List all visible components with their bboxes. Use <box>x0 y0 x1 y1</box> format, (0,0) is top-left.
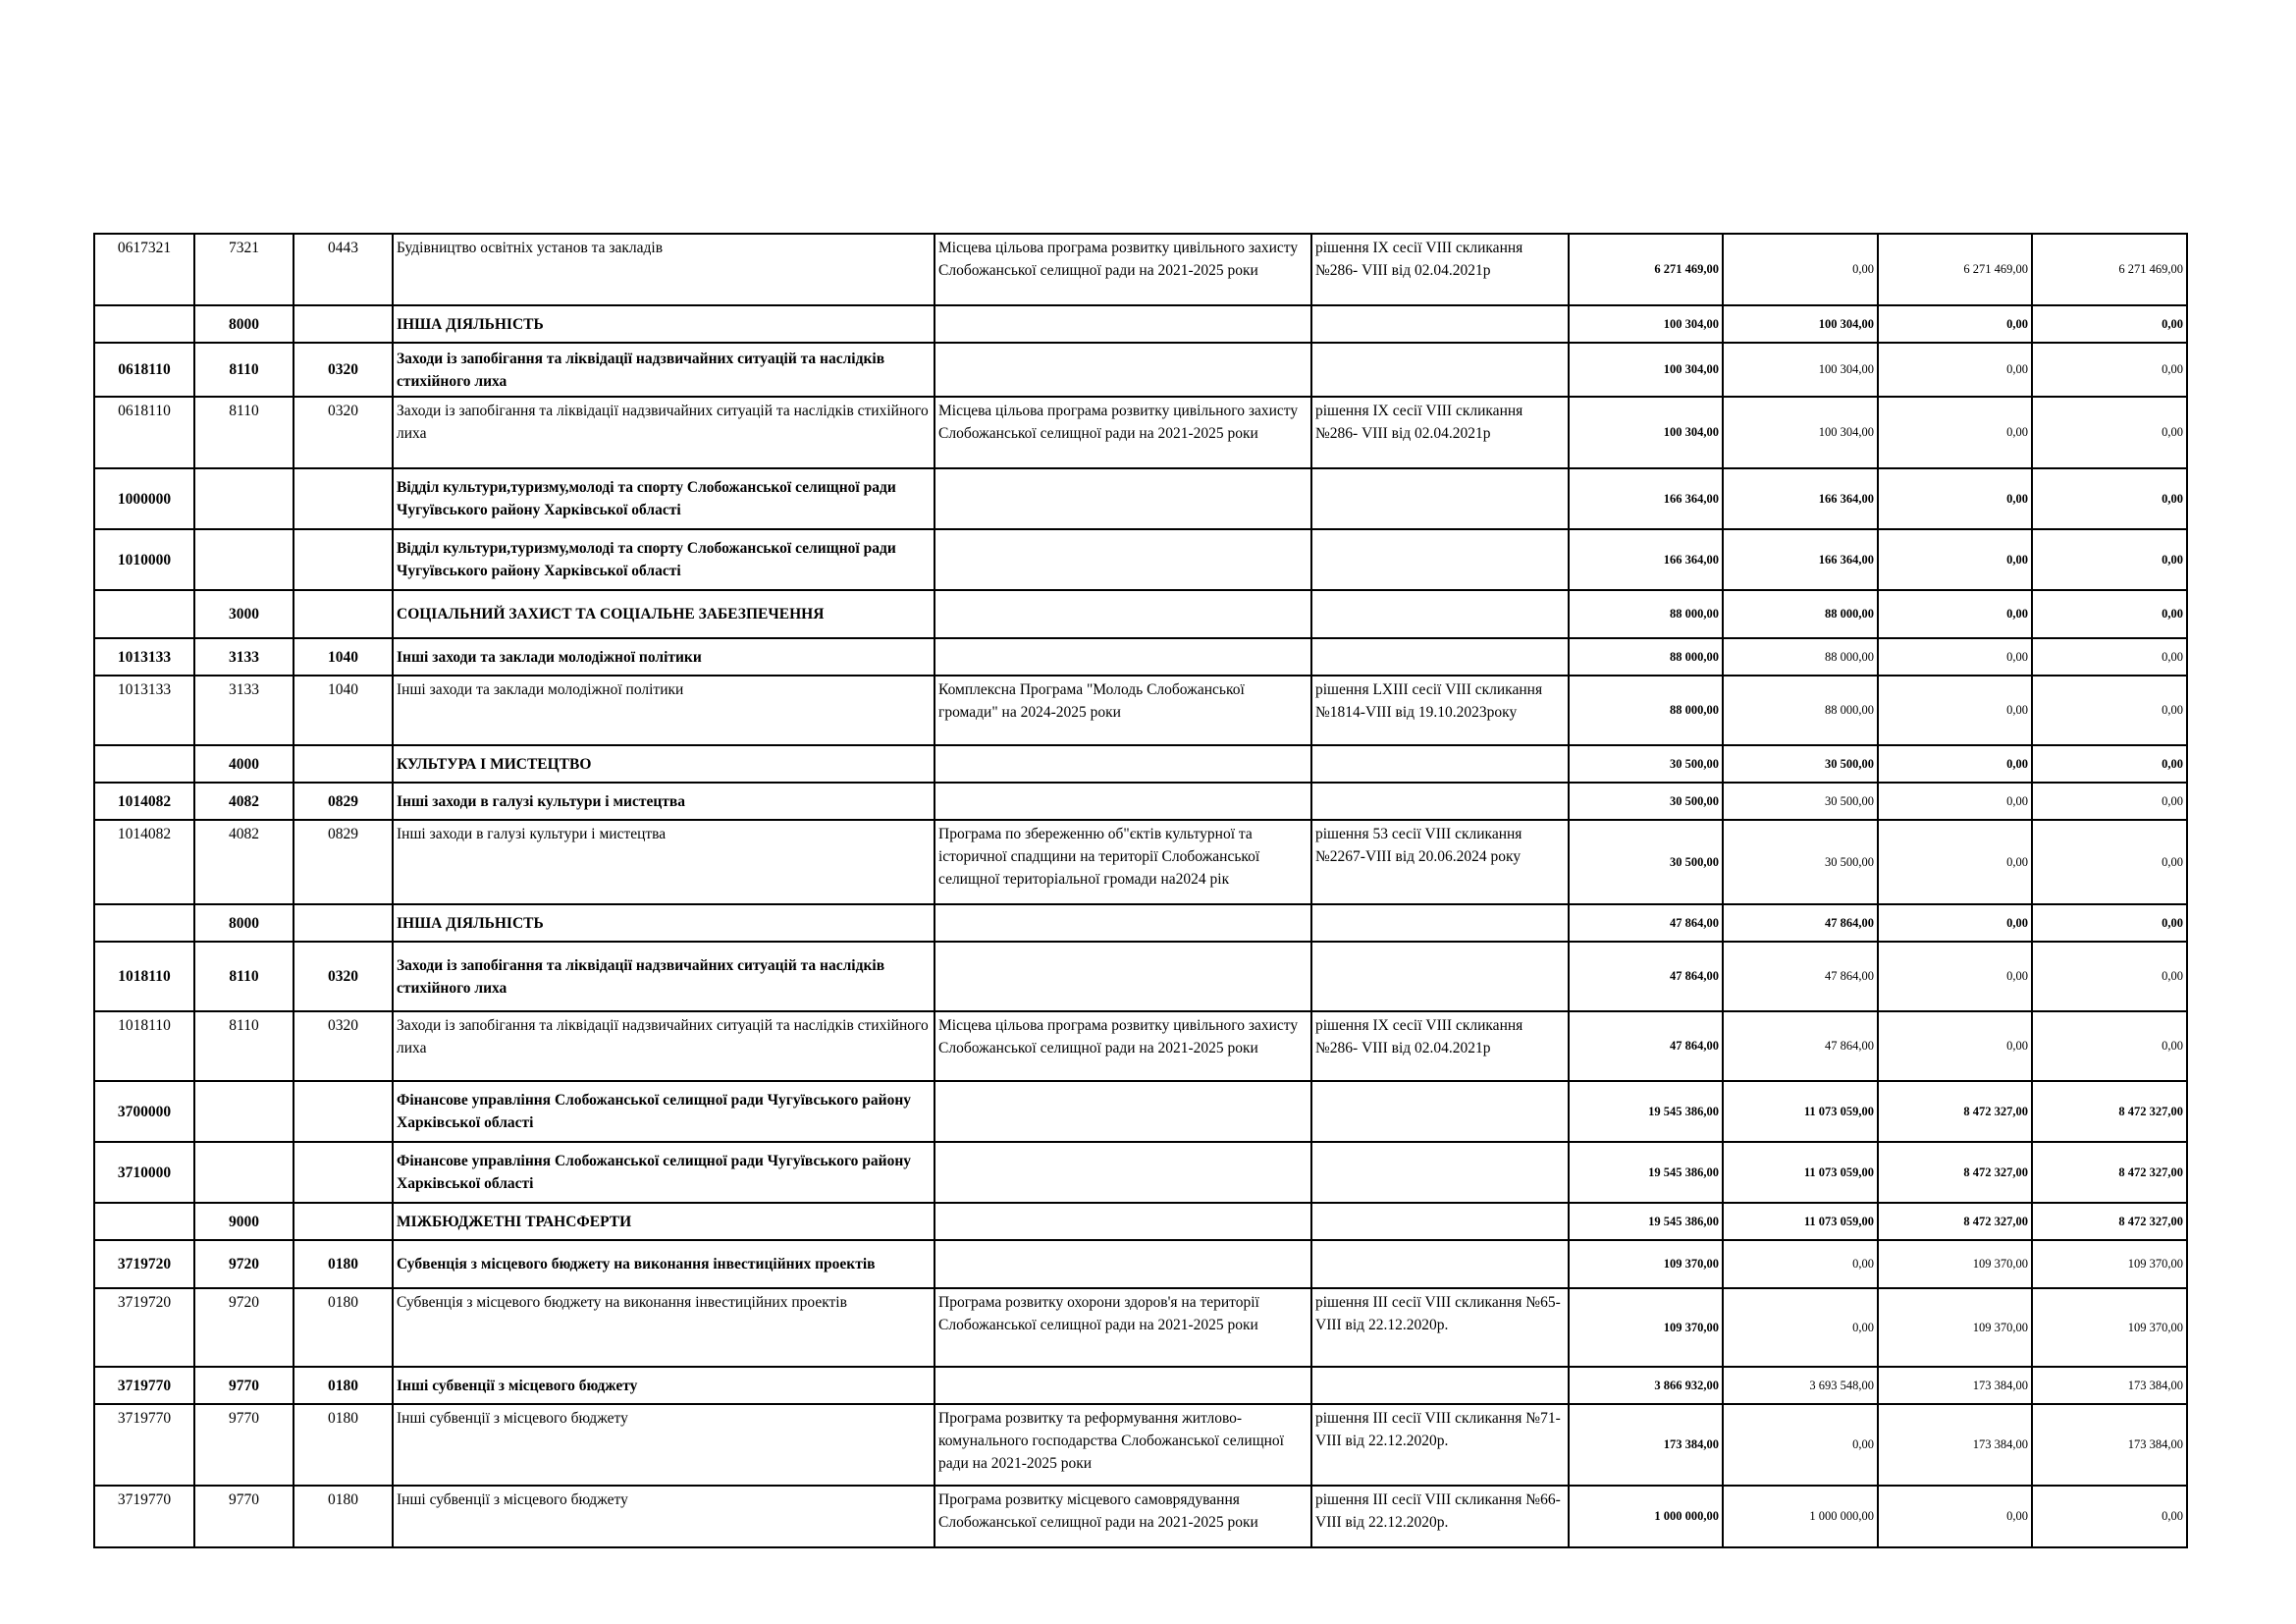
decision-cell: рішення III сесії VIII скликання №65- VIII від 22.12.2020р. <box>1311 1288 1569 1367</box>
decision-cell <box>1311 942 1569 1011</box>
decision-cell <box>1311 783 1569 820</box>
total-amount-cell: 88 000,00 <box>1569 676 1723 745</box>
special-fund-cell: 109 370,00 <box>1878 1240 2032 1288</box>
fkv-code-cell <box>294 529 393 590</box>
name-cell: Інші заходи та заклади молодіжної політики <box>393 676 934 745</box>
general-fund-cell: 11 073 059,00 <box>1723 1142 1878 1203</box>
program-code-cell: 1018110 <box>94 942 194 1011</box>
program-name-cell <box>934 590 1311 638</box>
special-fund-cell: 0,00 <box>1878 305 2032 343</box>
table-row <box>94 676 2187 745</box>
special-fund-cell: 0,00 <box>1878 529 2032 590</box>
decision-cell <box>1311 529 1569 590</box>
general-fund-cell: 11 073 059,00 <box>1723 1081 1878 1142</box>
program-code-cell: 0617321 <box>94 234 194 305</box>
general-fund-cell: 0,00 <box>1723 1240 1878 1288</box>
general-fund-cell: 11 073 059,00 <box>1723 1203 1878 1240</box>
program-code-cell: 3700000 <box>94 1081 194 1142</box>
function-code-cell: 8110 <box>194 343 294 397</box>
name-cell: ІНША ДІЯЛЬНІСТЬ <box>393 904 934 942</box>
development-budget-cell: 173 384,00 <box>2032 1367 2187 1404</box>
development-budget-cell: 0,00 <box>2032 529 2187 590</box>
special-fund-cell: 0,00 <box>1878 820 2032 904</box>
development-budget-cell: 109 370,00 <box>2032 1240 2187 1288</box>
special-fund-cell: 0,00 <box>1878 638 2032 676</box>
special-fund-cell: 109 370,00 <box>1878 1288 2032 1367</box>
general-fund-cell: 166 364,00 <box>1723 529 1878 590</box>
development-budget-cell: 173 384,00 <box>2032 1404 2187 1486</box>
table-row <box>94 590 2187 638</box>
function-code-cell <box>194 468 294 529</box>
fkv-code-cell: 0180 <box>294 1404 393 1486</box>
total-amount-cell: 30 500,00 <box>1569 783 1723 820</box>
function-code-cell: 3133 <box>194 676 294 745</box>
name-cell: Відділ культури,туризму,молоді та спорту Слобожанської селищної ради Чугуївського району Харківської області <box>393 468 934 529</box>
name-cell: Інші субвенції з місцевого бюджету <box>393 1367 934 1404</box>
total-amount-cell: 30 500,00 <box>1569 745 1723 783</box>
name-cell: Фінансове управління Слобожанської селищної ради Чугуївського району Харківської області <box>393 1142 934 1203</box>
decision-cell <box>1311 1081 1569 1142</box>
program-name-cell <box>934 1367 1311 1404</box>
special-fund-cell: 173 384,00 <box>1878 1404 2032 1486</box>
general-fund-cell: 47 864,00 <box>1723 942 1878 1011</box>
fkv-code-cell: 0829 <box>294 820 393 904</box>
total-amount-cell: 6 271 469,00 <box>1569 234 1723 305</box>
development-budget-cell: 8 472 327,00 <box>2032 1142 2187 1203</box>
special-fund-cell: 0,00 <box>1878 942 2032 1011</box>
total-amount-cell: 173 384,00 <box>1569 1404 1723 1486</box>
table-row <box>94 468 2187 529</box>
decision-cell <box>1311 590 1569 638</box>
special-fund-cell: 0,00 <box>1878 783 2032 820</box>
function-code-cell: 8110 <box>194 397 294 468</box>
name-cell: Фінансове управління Слобожанської селищної ради Чугуївського району Харківської області <box>393 1081 934 1142</box>
total-amount-cell: 3 866 932,00 <box>1569 1367 1723 1404</box>
decision-cell <box>1311 468 1569 529</box>
program-name-cell <box>934 1142 1311 1203</box>
decision-cell: рішення IX сесії VIII скликання №286- VIII від 02.04.2021р <box>1311 234 1569 305</box>
program-name-cell <box>934 783 1311 820</box>
general-fund-cell: 47 864,00 <box>1723 1011 1878 1081</box>
function-code-cell: 9770 <box>194 1404 294 1486</box>
decision-cell <box>1311 638 1569 676</box>
development-budget-cell: 0,00 <box>2032 468 2187 529</box>
fkv-code-cell: 0180 <box>294 1288 393 1367</box>
decision-cell <box>1311 1240 1569 1288</box>
development-budget-cell: 109 370,00 <box>2032 1288 2187 1367</box>
program-name-cell: Програма розвитку охорони здоров'я на території Слобожанської селищної ради на 2021-2025 роки <box>934 1288 1311 1367</box>
development-budget-cell: 0,00 <box>2032 1011 2187 1081</box>
function-code-cell: 8000 <box>194 305 294 343</box>
table-row <box>94 529 2187 590</box>
development-budget-cell: 8 472 327,00 <box>2032 1081 2187 1142</box>
function-code-cell: 8000 <box>194 904 294 942</box>
total-amount-cell: 88 000,00 <box>1569 638 1723 676</box>
program-code-cell <box>94 904 194 942</box>
general-fund-cell: 166 364,00 <box>1723 468 1878 529</box>
program-code-cell: 1014082 <box>94 820 194 904</box>
total-amount-cell: 19 545 386,00 <box>1569 1081 1723 1142</box>
development-budget-cell: 0,00 <box>2032 942 2187 1011</box>
development-budget-cell: 0,00 <box>2032 783 2187 820</box>
function-code-cell: 7321 <box>194 234 294 305</box>
general-fund-cell: 88 000,00 <box>1723 590 1878 638</box>
general-fund-cell: 0,00 <box>1723 234 1878 305</box>
program-code-cell <box>94 305 194 343</box>
program-name-cell <box>934 904 1311 942</box>
development-budget-cell: 0,00 <box>2032 590 2187 638</box>
program-name-cell <box>934 1203 1311 1240</box>
fkv-code-cell: 0320 <box>294 942 393 1011</box>
name-cell: ІНША ДІЯЛЬНІСТЬ <box>393 305 934 343</box>
special-fund-cell: 8 472 327,00 <box>1878 1142 2032 1203</box>
name-cell: Заходи із запобігання та ліквідації надзвичайних ситуацій та наслідків стихійного лиха <box>393 397 934 468</box>
program-name-cell: Місцева цільова програма розвитку цивільного захисту Слобожанської селищної ради на 2021-2025 роки <box>934 234 1311 305</box>
name-cell: КУЛЬТУРА І МИСТЕЦТВО <box>393 745 934 783</box>
general-fund-cell: 0,00 <box>1723 1288 1878 1367</box>
decision-cell <box>1311 1142 1569 1203</box>
table-row <box>94 1240 2187 1288</box>
decision-cell: рішення IX сесії VIII скликання №286- VIII від 02.04.2021р <box>1311 1011 1569 1081</box>
development-budget-cell: 6 271 469,00 <box>2032 234 2187 305</box>
table-row <box>94 1011 2187 1081</box>
total-amount-cell: 88 000,00 <box>1569 590 1723 638</box>
name-cell: Заходи із запобігання та ліквідації надзвичайних ситуацій та наслідків стихійного лиха <box>393 343 934 397</box>
general-fund-cell: 88 000,00 <box>1723 638 1878 676</box>
program-code-cell: 1013133 <box>94 638 194 676</box>
decision-cell: рішення III сесії VIII скликання №71- VIII від 22.12.2020р. <box>1311 1404 1569 1486</box>
total-amount-cell: 166 364,00 <box>1569 468 1723 529</box>
general-fund-cell: 47 864,00 <box>1723 904 1878 942</box>
table-row <box>94 305 2187 343</box>
general-fund-cell: 88 000,00 <box>1723 676 1878 745</box>
name-cell: Інші заходи в галузі культури і мистецтва <box>393 820 934 904</box>
table-row <box>94 1367 2187 1404</box>
total-amount-cell: 100 304,00 <box>1569 343 1723 397</box>
development-budget-cell: 0,00 <box>2032 397 2187 468</box>
program-name-cell <box>934 638 1311 676</box>
decision-cell: рішення IX сесії VIII скликання №286- VIII від 02.04.2021р <box>1311 397 1569 468</box>
decision-cell <box>1311 1367 1569 1404</box>
program-code-cell: 1000000 <box>94 468 194 529</box>
program-code-cell <box>94 590 194 638</box>
function-code-cell: 8110 <box>194 1011 294 1081</box>
decision-cell <box>1311 904 1569 942</box>
budget-programs-table <box>93 233 2188 1548</box>
development-budget-cell: 0,00 <box>2032 1486 2187 1547</box>
program-name-cell <box>934 1240 1311 1288</box>
program-name-cell: Місцева цільова програма розвитку цивільного захисту Слобожанської селищної ради на 2021-2025 роки <box>934 1011 1311 1081</box>
decision-cell: рішення 53 сесії VIII скликання №2267-VIII від 20.06.2024 року <box>1311 820 1569 904</box>
program-name-cell <box>934 305 1311 343</box>
fkv-code-cell <box>294 745 393 783</box>
program-code-cell: 3719770 <box>94 1367 194 1404</box>
development-budget-cell: 0,00 <box>2032 638 2187 676</box>
general-fund-cell: 30 500,00 <box>1723 745 1878 783</box>
total-amount-cell: 47 864,00 <box>1569 942 1723 1011</box>
function-code-cell: 3133 <box>194 638 294 676</box>
fkv-code-cell <box>294 1142 393 1203</box>
program-name-cell <box>934 468 1311 529</box>
table-row <box>94 343 2187 397</box>
total-amount-cell: 47 864,00 <box>1569 904 1723 942</box>
name-cell: СОЦІАЛЬНИЙ ЗАХИСТ ТА СОЦІАЛЬНЕ ЗАБЕЗПЕЧЕННЯ <box>393 590 934 638</box>
fkv-code-cell: 1040 <box>294 676 393 745</box>
general-fund-cell: 0,00 <box>1723 1404 1878 1486</box>
program-code-cell <box>94 745 194 783</box>
development-budget-cell: 8 472 327,00 <box>2032 1203 2187 1240</box>
fkv-code-cell: 0829 <box>294 783 393 820</box>
name-cell: Інші заходи та заклади молодіжної політики <box>393 638 934 676</box>
development-budget-cell: 0,00 <box>2032 343 2187 397</box>
program-code-cell: 1013133 <box>94 676 194 745</box>
program-code-cell: 3719770 <box>94 1404 194 1486</box>
general-fund-cell: 100 304,00 <box>1723 343 1878 397</box>
function-code-cell: 4000 <box>194 745 294 783</box>
special-fund-cell: 8 472 327,00 <box>1878 1203 2032 1240</box>
program-code-cell: 3719720 <box>94 1240 194 1288</box>
fkv-code-cell <box>294 1203 393 1240</box>
special-fund-cell: 173 384,00 <box>1878 1367 2032 1404</box>
special-fund-cell: 0,00 <box>1878 1486 2032 1547</box>
total-amount-cell: 19 545 386,00 <box>1569 1142 1723 1203</box>
fkv-code-cell <box>294 590 393 638</box>
name-cell: Заходи із запобігання та ліквідації надзвичайних ситуацій та наслідків стихійного лиха <box>393 1011 934 1081</box>
name-cell: Субвенція з місцевого бюджету на виконання інвестиційних проектів <box>393 1240 934 1288</box>
table-row <box>94 820 2187 904</box>
decision-cell <box>1311 305 1569 343</box>
special-fund-cell: 8 472 327,00 <box>1878 1081 2032 1142</box>
table-row <box>94 1081 2187 1142</box>
name-cell: Будівництво освітніх установ та закладів <box>393 234 934 305</box>
table-row <box>94 942 2187 1011</box>
function-code-cell: 4082 <box>194 783 294 820</box>
function-code-cell: 8110 <box>194 942 294 1011</box>
function-code-cell <box>194 1081 294 1142</box>
table-row <box>94 783 2187 820</box>
name-cell: Інші субвенції з місцевого бюджету <box>393 1486 934 1547</box>
total-amount-cell: 109 370,00 <box>1569 1288 1723 1367</box>
fkv-code-cell: 1040 <box>294 638 393 676</box>
function-code-cell: 9720 <box>194 1288 294 1367</box>
special-fund-cell: 0,00 <box>1878 676 2032 745</box>
fkv-code-cell: 0180 <box>294 1486 393 1547</box>
program-name-cell <box>934 343 1311 397</box>
program-code-cell: 0618110 <box>94 397 194 468</box>
program-name-cell <box>934 745 1311 783</box>
total-amount-cell: 47 864,00 <box>1569 1011 1723 1081</box>
program-code-cell: 1014082 <box>94 783 194 820</box>
name-cell: Відділ культури,туризму,молоді та спорту Слобожанської селищної ради Чугуївського району Харківської області <box>393 529 934 590</box>
function-code-cell: 9720 <box>194 1240 294 1288</box>
general-fund-cell: 100 304,00 <box>1723 397 1878 468</box>
program-code-cell: 3719770 <box>94 1486 194 1547</box>
fkv-code-cell: 0180 <box>294 1240 393 1288</box>
name-cell: Інші субвенції з місцевого бюджету <box>393 1404 934 1486</box>
total-amount-cell: 19 545 386,00 <box>1569 1203 1723 1240</box>
development-budget-cell: 0,00 <box>2032 904 2187 942</box>
total-amount-cell: 109 370,00 <box>1569 1240 1723 1288</box>
special-fund-cell: 0,00 <box>1878 468 2032 529</box>
special-fund-cell: 0,00 <box>1878 745 2032 783</box>
program-name-cell <box>934 1081 1311 1142</box>
table-row <box>94 234 2187 305</box>
name-cell: МІЖБЮДЖЕТНІ ТРАНСФЕРТИ <box>393 1203 934 1240</box>
function-code-cell: 3000 <box>194 590 294 638</box>
program-name-cell: Місцева цільова програма розвитку цивільного захисту Слобожанської селищної ради на 2021-2025 роки <box>934 397 1311 468</box>
fkv-code-cell <box>294 305 393 343</box>
program-code-cell: 1010000 <box>94 529 194 590</box>
development-budget-cell: 0,00 <box>2032 676 2187 745</box>
program-name-cell <box>934 529 1311 590</box>
special-fund-cell: 0,00 <box>1878 590 2032 638</box>
table-row <box>94 1142 2187 1203</box>
fkv-code-cell: 0320 <box>294 1011 393 1081</box>
program-name-cell: Комплексна Програма "Молодь Слобожанської громади" на 2024-2025 роки <box>934 676 1311 745</box>
function-code-cell <box>194 1142 294 1203</box>
program-name-cell: Програма розвитку та реформування житлово-комунального господарства Слобожанської селищної ради на 2021-2025 роки <box>934 1404 1311 1486</box>
fkv-code-cell: 0443 <box>294 234 393 305</box>
decision-cell <box>1311 1203 1569 1240</box>
special-fund-cell: 0,00 <box>1878 343 2032 397</box>
fkv-code-cell: 0180 <box>294 1367 393 1404</box>
total-amount-cell: 100 304,00 <box>1569 305 1723 343</box>
program-code-cell: 3719720 <box>94 1288 194 1367</box>
program-code-cell <box>94 1203 194 1240</box>
function-code-cell: 4082 <box>194 820 294 904</box>
general-fund-cell: 30 500,00 <box>1723 820 1878 904</box>
fkv-code-cell: 0320 <box>294 343 393 397</box>
development-budget-cell: 0,00 <box>2032 745 2187 783</box>
table-row <box>94 638 2187 676</box>
function-code-cell: 9770 <box>194 1486 294 1547</box>
table-row <box>94 1404 2187 1486</box>
decision-cell <box>1311 343 1569 397</box>
fkv-code-cell <box>294 1081 393 1142</box>
special-fund-cell: 0,00 <box>1878 397 2032 468</box>
general-fund-cell: 3 693 548,00 <box>1723 1367 1878 1404</box>
general-fund-cell: 100 304,00 <box>1723 305 1878 343</box>
name-cell: Заходи із запобігання та ліквідації надзвичайних ситуацій та наслідків стихійного лиха <box>393 942 934 1011</box>
decision-cell: рішення LXIII сесії VIII скликання №1814-VIII від 19.10.2023року <box>1311 676 1569 745</box>
fkv-code-cell: 0320 <box>294 397 393 468</box>
special-fund-cell: 0,00 <box>1878 904 2032 942</box>
program-code-cell: 3710000 <box>94 1142 194 1203</box>
fkv-code-cell <box>294 904 393 942</box>
fkv-code-cell <box>294 468 393 529</box>
program-name-cell: Програма по збереженню об"єктів культурної та історичної спадщини на території Слобожанської селищної територіальної громади на2024 рік <box>934 820 1311 904</box>
name-cell: Інші заходи в галузі культури і мистецтва <box>393 783 934 820</box>
decision-cell: рішення III сесії VIII скликання №66- VIII від 22.12.2020р. <box>1311 1486 1569 1547</box>
name-cell: Субвенція з місцевого бюджету на виконання інвестиційних проектів <box>393 1288 934 1367</box>
function-code-cell <box>194 529 294 590</box>
development-budget-cell: 0,00 <box>2032 305 2187 343</box>
general-fund-cell: 30 500,00 <box>1723 783 1878 820</box>
program-name-cell <box>934 942 1311 1011</box>
table-row <box>94 745 2187 783</box>
table-row <box>94 1486 2187 1547</box>
total-amount-cell: 1 000 000,00 <box>1569 1486 1723 1547</box>
program-name-cell: Програма розвитку місцевого самоврядування Слобожанської селищної ради на 2021-2025 роки <box>934 1486 1311 1547</box>
table-row <box>94 904 2187 942</box>
function-code-cell: 9770 <box>194 1367 294 1404</box>
general-fund-cell: 1 000 000,00 <box>1723 1486 1878 1547</box>
decision-cell <box>1311 745 1569 783</box>
function-code-cell: 9000 <box>194 1203 294 1240</box>
program-code-cell: 1018110 <box>94 1011 194 1081</box>
table-row <box>94 397 2187 468</box>
special-fund-cell: 6 271 469,00 <box>1878 234 2032 305</box>
total-amount-cell: 166 364,00 <box>1569 529 1723 590</box>
total-amount-cell: 30 500,00 <box>1569 820 1723 904</box>
total-amount-cell: 100 304,00 <box>1569 397 1723 468</box>
program-code-cell: 0618110 <box>94 343 194 397</box>
development-budget-cell: 0,00 <box>2032 820 2187 904</box>
table-row <box>94 1203 2187 1240</box>
table-row <box>94 1288 2187 1367</box>
special-fund-cell: 0,00 <box>1878 1011 2032 1081</box>
